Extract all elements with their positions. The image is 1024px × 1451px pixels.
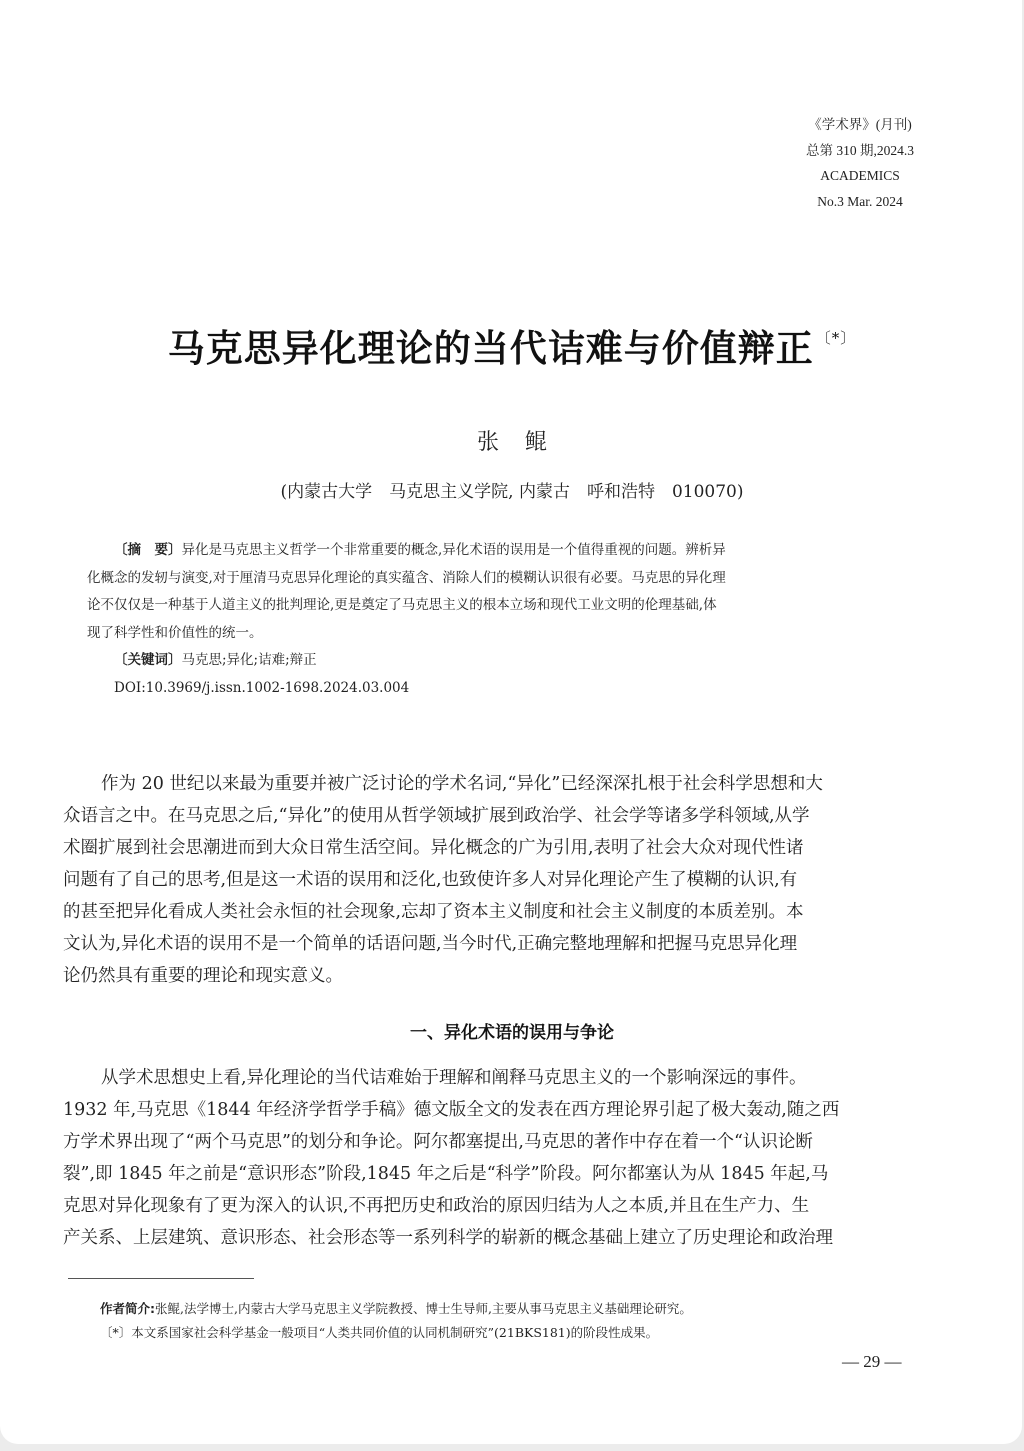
paragraph-line: 文认为,异化术语的误用不是一个简单的话语问题,当今时代,正确完整地理解和把握马克思异化理 bbox=[63, 934, 798, 954]
abstract-label: 〔摘 要〕 bbox=[114, 542, 182, 558]
paragraph-line: 从学术思想史上看,异化理论的当代诘难始于理解和阐释马克思主义的一个影响深远的事件。 bbox=[101, 1068, 807, 1088]
section1-paragraph bbox=[63, 1062, 963, 1254]
section-heading: 一、异化术语的误用与争论 bbox=[410, 1023, 614, 1043]
author-bio-footnote bbox=[100, 1297, 960, 1321]
abstract-line bbox=[87, 537, 957, 565]
footnote-divider bbox=[68, 1278, 254, 1279]
paragraph-line: 1932 年,马克思《1844 年经济学哲学手稿》德文版全文的发表在西方理论界引起了极大轰动,随之西 bbox=[63, 1100, 840, 1120]
paragraph-line: 方学术界出现了“两个马克思”的划分和争论。阿尔都塞提出,马克思的著作中存在着一个“认识论断 bbox=[63, 1132, 813, 1152]
abstract-text: 异化是马克思主义哲学一个非常重要的概念,异化术语的误用是一个值得重视的问题。辨析异 bbox=[181, 542, 726, 558]
paragraph-line: 裂”,即 1845 年之前是“意识形态”阶段,1845 年之后是“科学”阶段。阿尔都塞认为从 1845 年起,马 bbox=[63, 1164, 829, 1184]
paragraph-line: 众语言之中。在马克思之后,“异化”的使用从哲学领域扩展到政治学、社会学等诸多学科领域,从学 bbox=[63, 806, 810, 826]
paragraph-line: 作为 20 世纪以来最为重要并被广泛讨论的学术名词,“异化”已经深深扎根于社会科学思想和大 bbox=[101, 774, 823, 794]
footnotes bbox=[100, 1297, 960, 1345]
journal-issue: 总第 310 期,2024.3 bbox=[806, 142, 914, 158]
paragraph-line: 的甚至把异化看成人类社会永恒的社会现象,忘却了资本主义制度和社会主义制度的本质差别。本 bbox=[63, 902, 804, 922]
author-bio-text: 张鲲,法学博士,内蒙古大学马克思主义学院教授、博士生导师,主要从事马克思主义基础理论研究。 bbox=[155, 1301, 692, 1316]
paragraph-line: 术圈扩展到社会思潮进而到大众日常生活空间。异化概念的广为引用,表明了社会大众对现代性诸 bbox=[63, 838, 804, 858]
journal-info bbox=[760, 112, 960, 214]
article-title bbox=[0, 318, 1024, 372]
paragraph-line: 产关系、上层建筑、意识形态、社会形态等一系列科学的崭新的概念基础上建立了历史理论和政治理 bbox=[63, 1228, 833, 1248]
paragraph-line: 克思对异化现象有了更为深入的认识,不再把历史和政治的原因归结为人之本质,并且在生产力、生 bbox=[63, 1196, 810, 1216]
title-footnote-mark[interactable]: 〔*〕 bbox=[815, 329, 857, 347]
paragraph-line: 问题有了自己的思考,但是这一术语的误用和泛化,也致使许多人对异化理论产生了模糊的认识,有 bbox=[63, 870, 798, 890]
page-number: — 29 — bbox=[842, 1352, 902, 1371]
abstract-block bbox=[87, 537, 957, 702]
intro-paragraph bbox=[63, 768, 963, 992]
keywords-label: 〔关键词〕 bbox=[114, 652, 182, 668]
journal-name: 《学术界》(月刊) bbox=[808, 117, 912, 132]
doi-line[interactable]: DOI:10.3969/j.issn.1002-1698.2024.03.004 bbox=[114, 679, 410, 696]
article-title-text: 马克思异化理论的当代诘难与价值辩正 bbox=[167, 326, 814, 370]
author-bio-label: 作者简介: bbox=[100, 1301, 155, 1316]
abstract-line: 论不仅仅是一种基于人道主义的批判理论,更是奠定了马克思主义的根本立场和现代工业文明的伦理基础,体 bbox=[87, 597, 717, 613]
keywords-line bbox=[87, 647, 957, 675]
journal-english-issue: No.3 Mar. 2024 bbox=[817, 193, 903, 209]
abstract-line: 化概念的发轫与演变,对于厘清马克思异化理论的真实蕴含、消除人们的模糊认识很有必要。马克思的异化理 bbox=[87, 569, 726, 586]
author-affiliation: (内蒙古大学 马克思主义学院, 内蒙古 呼和浩特 010070) bbox=[280, 482, 744, 502]
funding-footnote: 〔*〕本文系国家社会科学基金一般项目“人类共同价值的认同机制研究”(21BKS181)的阶段性成果。 bbox=[100, 1325, 659, 1340]
article-author: 张鲲 bbox=[476, 430, 573, 455]
paragraph-line: 论仍然具有重要的理论和现实意义。 bbox=[63, 966, 343, 986]
journal-english-name: ACADEMICS bbox=[820, 168, 900, 183]
abstract-line: 现了科学性和价值性的统一。 bbox=[87, 624, 263, 641]
keywords-text: 马克思;异化;诘难;辩正 bbox=[181, 652, 317, 668]
